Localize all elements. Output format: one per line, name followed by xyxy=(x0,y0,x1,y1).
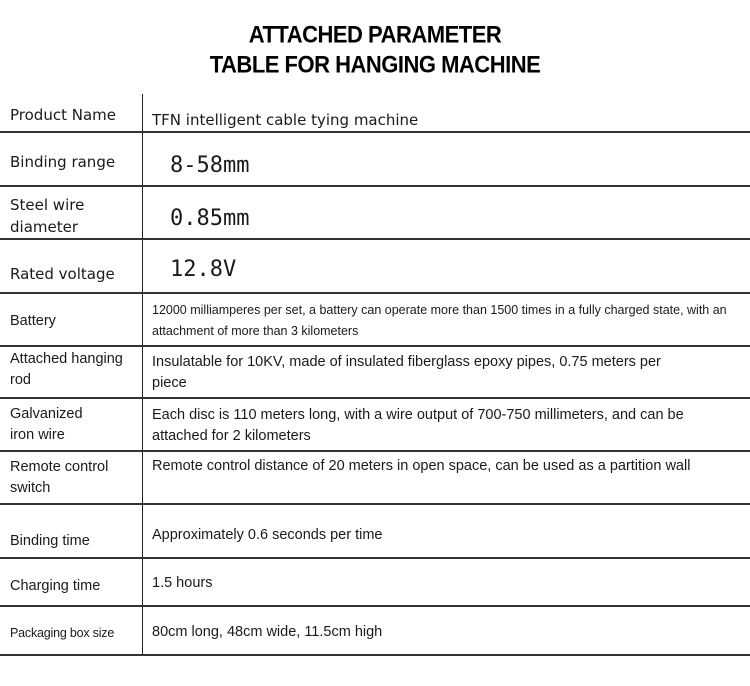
row-label: Steel wire diameter xyxy=(10,196,85,236)
row-divider xyxy=(0,450,750,452)
row-divider xyxy=(0,131,750,133)
row-value: 1.5 hours xyxy=(152,575,213,591)
row-value: 12000 milliamperes per set, a battery can operate more than 1500 times in a fully charged state, with an attachment of more than 3 kilometers xyxy=(152,303,727,338)
page-title-line-2: TABLE FOR HANGING MACHINE xyxy=(209,50,541,78)
row-value: Approximately 0.6 seconds per time xyxy=(152,527,383,543)
row-label: Attached hanging rod xyxy=(10,351,123,388)
row-divider xyxy=(0,397,750,399)
row-divider xyxy=(0,238,750,240)
row-label: Binding time xyxy=(10,533,90,549)
row-value: Each disc is 110 meters long, with a wire output of 700-750 millimeters, and can be attached for 2 kilometers xyxy=(152,407,684,444)
row-divider xyxy=(0,345,750,347)
row-divider xyxy=(0,503,750,505)
row-value: Remote control distance of 20 meters in open space, can be used as a partition wall xyxy=(152,458,691,474)
row-divider xyxy=(0,557,750,559)
row-divider xyxy=(0,185,750,187)
row-value: 8-58mm xyxy=(170,153,250,178)
row-label: Rated voltage xyxy=(10,265,115,283)
row-label: Charging time xyxy=(10,578,101,594)
row-value: Insulatable for 10KV, made of insulated fiberglass epoxy pipes, 0.75 meters per piece xyxy=(152,354,661,391)
row-value: 80cm long, 48cm wide, 11.5cm high xyxy=(152,624,383,640)
row-label: Remote control switch xyxy=(10,459,109,496)
page-title-line-1: ATTACHED PARAMETER xyxy=(248,20,502,48)
row-divider xyxy=(0,605,750,607)
row-label: Packaging box size xyxy=(10,626,115,640)
row-label: Galvanized iron wire xyxy=(10,406,83,443)
row-value: 12.8V xyxy=(170,257,237,282)
column-divider xyxy=(142,94,143,656)
row-label: Binding range xyxy=(10,153,116,171)
row-label: Product Name xyxy=(10,106,116,124)
row-divider xyxy=(0,292,750,294)
row-value: TFN intelligent cable tying machine xyxy=(152,111,419,129)
row-value: 0.85mm xyxy=(170,206,250,231)
row-divider xyxy=(0,654,750,656)
row-label: Battery xyxy=(10,313,56,329)
